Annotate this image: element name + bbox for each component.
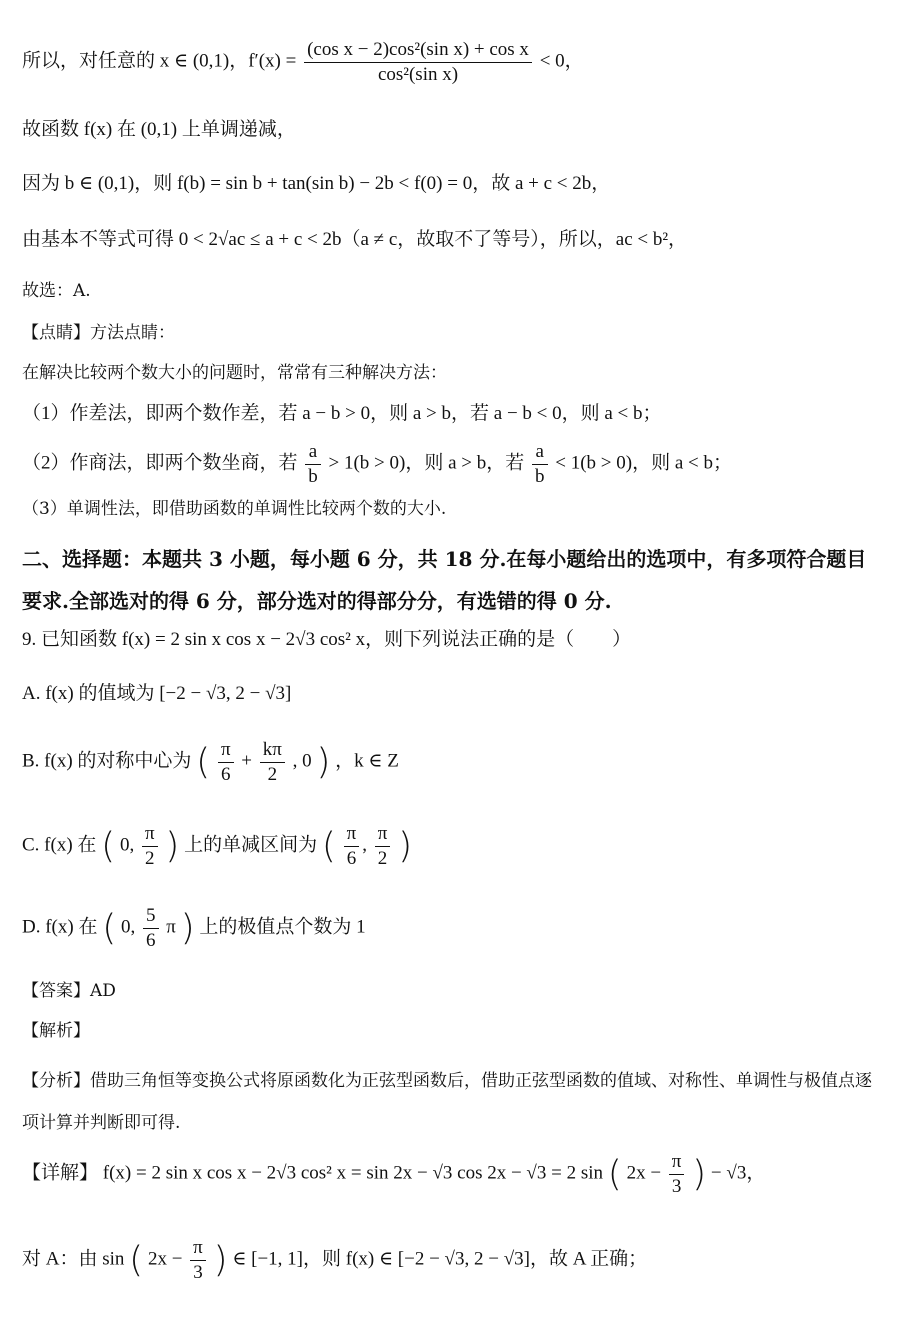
answer-line: 【答案】AD [22, 981, 116, 1001]
quotient-method-line [22, 440, 880, 489]
fraction [190, 1236, 206, 1285]
fraction [305, 440, 321, 489]
text-segment: 所以，对任意的 [22, 50, 156, 72]
text-line: 故函数 f(x) 在 (0,1) 上单调递减， [22, 119, 296, 140]
fraction-numerator: π [190, 1236, 206, 1261]
fraction [304, 38, 532, 87]
fraction-numerator: a [305, 440, 321, 465]
fraction-numerator: (cos x − 2)cos²(sin x) + cos x [304, 38, 532, 63]
right-paren: ) [692, 1153, 707, 1195]
text-segment: 2x − [626, 1162, 662, 1184]
text-segment: ∈ [−1, 1]，则 f(x) ∈ [−2 − √3, 2 − √3]，故 A 正确； [232, 1248, 648, 1270]
fraction [218, 738, 234, 787]
fraction-denominator: b [308, 465, 318, 487]
fraction-numerator: a [532, 440, 548, 465]
fraction-denominator: 2 [145, 847, 155, 869]
fraction [532, 440, 548, 489]
fraction-numerator: π [375, 822, 391, 847]
fraction-denominator: 2 [377, 847, 388, 869]
option-d [22, 904, 880, 953]
fraction-numerator: π [142, 822, 158, 847]
text-segment: 对 A：由 sin [22, 1248, 125, 1270]
text-segment: 上的单减区间为 [184, 834, 318, 856]
text-segment: B. f(x) 的对称中心为 [22, 750, 192, 772]
fraction-denominator: 6 [346, 847, 357, 869]
fraction [344, 822, 360, 871]
fraction-denominator: 3 [193, 1261, 203, 1283]
math-segment: x ∈ (0,1)，f′(x) = [159, 50, 302, 72]
analysis-paragraph: 【分析】借助三角恒等变换公式将原函数化为正弦型函数后，借助正弦型函数的值域、对称性、单调性与极值点逐项计算并判断即可得. [22, 1071, 872, 1133]
fraction-denominator: 6 [146, 929, 156, 951]
text-line: 【点睛】方法点睛： [22, 323, 175, 343]
text-segment: > 1(b > 0)，则 a > b，若 [328, 452, 525, 474]
detail-line [22, 1150, 880, 1199]
text-segment: 上的极值点个数为 1 [199, 916, 366, 938]
fraction-numerator: kπ [260, 738, 285, 763]
fraction-numerator: π [218, 738, 234, 763]
right-paren: ) [398, 825, 413, 867]
option-a: A. f(x) 的值域为 [−2 − √3, 2 − √3] [22, 683, 292, 704]
fraction [375, 822, 391, 871]
text-segment: + [241, 750, 253, 772]
left-paren: ( [196, 741, 211, 783]
text-line: 由基本不等式可得 0 < 2√ac ≤ a + c < 2b（a ≠ c，故取不了等号），所以，ac < b²， [22, 229, 688, 250]
text-segment: 0, [121, 916, 136, 938]
text-segment: − √3， [710, 1162, 766, 1184]
text-line: 在解决比较两个数大小的问题时，常常有三种解决方法： [22, 363, 447, 383]
text-segment: ，k ∈ Z [335, 750, 399, 772]
text-line: 因为 b ∈ (0,1)，则 f(b) = sin b + tan(sin b) − 2b < f(0) = 0，故 a + c < 2b， [22, 173, 611, 194]
right-paren: ) [180, 907, 195, 949]
text-segment: π [166, 916, 176, 938]
right-paren: ) [213, 1239, 228, 1281]
question-stem: 9. 已知函数 f(x) = 2 sin x cos x − 2√3 cos² x，则下列说法正确的是（ ） [22, 629, 632, 650]
derivative-line [22, 38, 880, 87]
fraction-numerator: 5 [143, 904, 159, 929]
text-segment: , 0 [292, 750, 312, 772]
fraction-denominator: 6 [221, 763, 231, 785]
option-c: C. f(x) 在 ( 0, $\frac{\pi}{2}$ ) 上的单减区间为 ( $\frac{\pi}{6}$ , $\frac{\pi}{2}$ ) [22, 823, 413, 869]
fraction-numerator: π [344, 822, 360, 847]
fraction-denominator: 2 [267, 763, 278, 785]
option-b [22, 738, 880, 787]
section-heading: 二、选择题：本题共 3 小题，每小题 6 分，共 18 分.在每小题给出的选项中，有多项符合题目要求.全部选对的得 6 分，部分选对的得部分分，有选错的得 0 分. [22, 547, 867, 613]
left-paren: ( [129, 1239, 144, 1281]
fraction-denominator: 3 [671, 1175, 682, 1197]
text-line: 故选：A. [22, 281, 91, 301]
text-segment: D. f(x) 在 [22, 916, 98, 938]
left-paren: ( [321, 825, 336, 867]
left-paren: ( [607, 1153, 622, 1195]
text-line: （1）作差法，即两个数作差，若 a − b > 0，则 a > b，若 a − b < 0，则 a < b； [22, 403, 662, 424]
left-paren: ( [101, 825, 116, 867]
text-segment: < 1(b > 0)，则 a < b； [555, 452, 732, 474]
fraction [669, 1150, 685, 1199]
math-segment: < 0， [539, 50, 584, 72]
fraction [260, 738, 285, 787]
text-segment: 0, [119, 834, 135, 856]
fraction-denominator: b [535, 465, 545, 487]
fraction [142, 822, 158, 871]
right-paren: ) [316, 741, 331, 783]
fraction [143, 904, 159, 953]
left-paren: ( [102, 907, 117, 949]
text-segment: 【详解】 f(x) = 2 sin x cos x − 2√3 cos² x = sin 2x − √3 cos 2x − √3 = 2 sin [22, 1162, 604, 1184]
analysis-a-line [22, 1236, 880, 1285]
right-paren: ) [165, 825, 180, 867]
fraction-numerator: π [669, 1150, 685, 1175]
text-segment: （2）作商法，即两个数坐商，若 [22, 452, 298, 474]
text-segment: 2x − [147, 1248, 183, 1270]
text-segment: C. f(x) 在 [22, 834, 97, 856]
text-line: （3）单调性法，即借助函数的单调性比较两个数的大小. [22, 499, 447, 519]
fraction-denominator: cos²(sin x) [377, 63, 459, 85]
analysis-label: 【解析】 [22, 1021, 90, 1041]
